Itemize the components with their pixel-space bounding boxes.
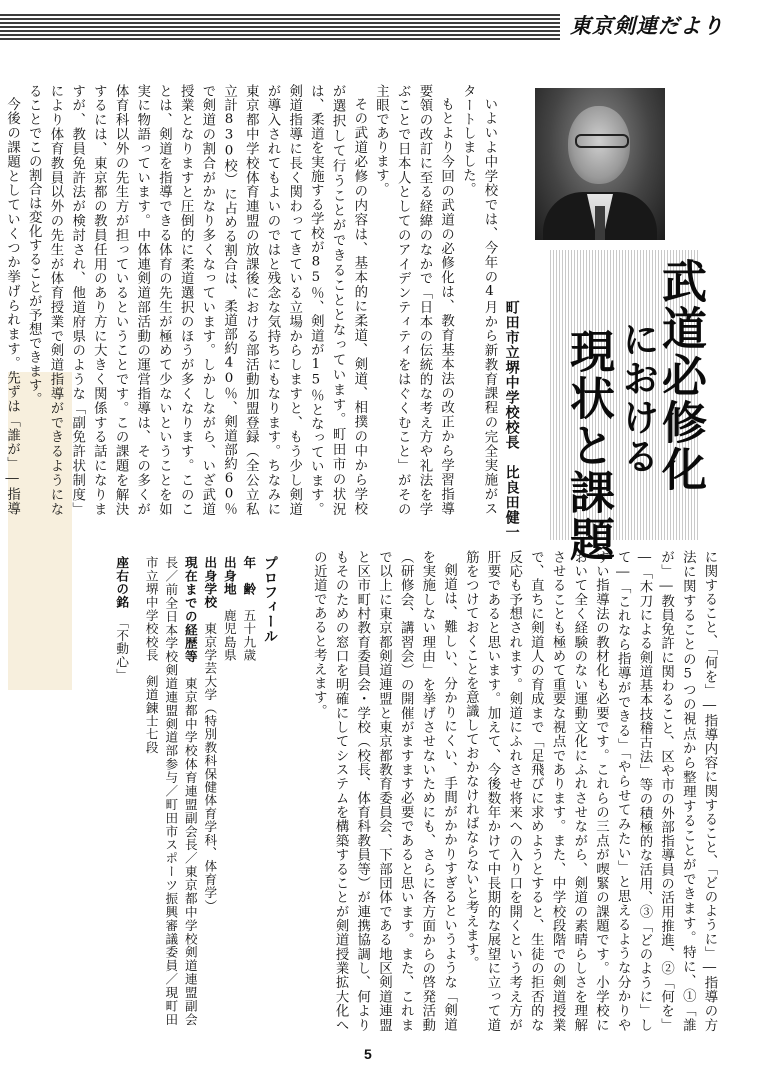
profile-block bbox=[80, 556, 280, 1026]
page-number: 5 bbox=[364, 1046, 372, 1062]
profile-value: 「不動心」 bbox=[114, 622, 130, 682]
profile-row bbox=[141, 556, 200, 1026]
paragraph: もとより今回の武道の必修化は、教育基本法の改正から学習指導要領の改訂に至る経緯のなかで「日本の伝統的な考え方や礼法を学ぶことで日本人としてのアイデンティティをはぐくむこと」がその主眼であります。 bbox=[373, 84, 454, 516]
paragraph: 今後の課題としていくつか挙げられます。先ずは「誰が」―指導 bbox=[4, 97, 20, 516]
profile-label: 出身地 bbox=[221, 556, 237, 596]
header-title: 東京剣連だより bbox=[570, 13, 724, 38]
photo-tie bbox=[595, 206, 605, 240]
photo-glasses bbox=[575, 134, 629, 148]
author-byline: 町田市立堺中学校校長 比良田健一 bbox=[503, 300, 520, 540]
profile-row bbox=[219, 556, 239, 1026]
profile-row bbox=[112, 556, 132, 1026]
paragraph: に関すること、「何を」―指導内容に関すること、「どのように」―指導の方法に関することの5つの視点から整理することができます。特に、①「誰が」―教員免許に関わること、区や市の外部指導員の活用推進、②「何を」―「木刀による剣道基本技稽古法」等の積極的な活用、③「どのように」して―「これなら指導ができる」「やらせてみたい」と思えるような分かりやすい指導法の教材化も必要です。これらの三点が喫緊の課題です。小学校において全く経験のない運動文化にふれさせながら、剣道の素晴らしさを理解させることも極めて重要な視点であります。また、中学校段階での剣道授業で、直ちに剣道人の育成まで「足飛びに求めようとすると、生徒の拒否的な反応も予想されます。剣道にふれさせ将来への入り口を開くという考え方が肝要であると思います。加えて、今後数年かけて中長期的な展望に立って道筋をつけておくことを意識しておかなければならないと考えます。 bbox=[463, 550, 717, 1032]
profile-row bbox=[239, 556, 259, 1026]
author-photo bbox=[535, 88, 665, 240]
profile-label: 座右の銘 bbox=[114, 556, 130, 609]
profile-value: 東京都中学校体育連盟副会長／東京都中学校剣道連盟副会長／前全日本学校剣道連盟剣道部参与／町田市スポーツ振興審議委員／現町田市立堺中学校校長 剣道錬士七段 bbox=[143, 556, 198, 1026]
article-bottom-text bbox=[300, 550, 720, 1032]
profile-label: 現在までの経歴等 bbox=[182, 556, 198, 664]
profile-label: 出身学校 bbox=[202, 556, 218, 609]
headline-line-2: における bbox=[616, 320, 659, 476]
article-top-text bbox=[4, 84, 500, 516]
paragraph: その武道必修の内容は、基本的に柔道、剣道、相撲の中から学校が選択して行うことができることとなっています。町田市の状況は、柔道を実施する学校が85％、剣道が15％となっています。剣道指導に長く関わってきている立場からしますと、もう少し剣道が導入されてもよいのではと残念な気持ちにもなります。ちなみに東京都中学校体育連盟の放課後における部活動加盟登録（全公立私立計830校）に占める割合は、柔道部約40％、剣道部約60％で剣道の割合がかなり多くなっています。しかしながら、いざ武道授業となりますと圧倒的に柔道選択のほうが多くなります。このことは、剣道を指導できる体育の先生が極めて少ないということを如実に物語っています。中体連剣道部活動の運営指導は、その多くが体育科以外の先生方が担っているということです。この課題を解決するには、東京都の教員任用のあり方に大きく関係する話になりますが、教員免許法が検討され、他道府県のような「副免許状制度」により体育教員以外の先生が体育授業で剣道指導ができるようになることでこの割合は変化することが予想できます。 bbox=[26, 84, 367, 516]
paragraph: 剣道は、難しい、分かりにくい、手間がかかりすぎるというような「剣道を実施しない理由」を挙げさせないためにも、さらに各方面からの啓発活動（研修会、講習会）の開催がますます必要であると思います。また、これまで以上に東京都剣道連盟と東京都教育委員会、下部団体である地区剣道連盟と区市町村教育委員会・学校（校長、体育科教員等）が連携協調し、何よりもそのための窓口を明確にしてシステムを構築することが剣道授業拡大化への近道であると考えます。 bbox=[311, 550, 457, 1032]
profile-title: プロフィール bbox=[262, 556, 278, 644]
profile-value: 五十九歳 bbox=[241, 608, 257, 662]
headline-line-1: 武道必修化 bbox=[654, 258, 707, 493]
header-stripe bbox=[0, 14, 560, 40]
profile-label: 年 齢 bbox=[241, 556, 257, 596]
profile-value: 東京学芸大学（特別教科保健体育学科、体育学） bbox=[202, 622, 218, 913]
headline-line-3: 現状と課題 bbox=[562, 328, 615, 563]
profile-row bbox=[200, 556, 220, 1026]
profile-value: 鹿児島県 bbox=[221, 608, 237, 662]
paragraph: いよいよ中学校では、今年の4月から新教育課程の完全実施がスタートしました。 bbox=[460, 84, 497, 516]
